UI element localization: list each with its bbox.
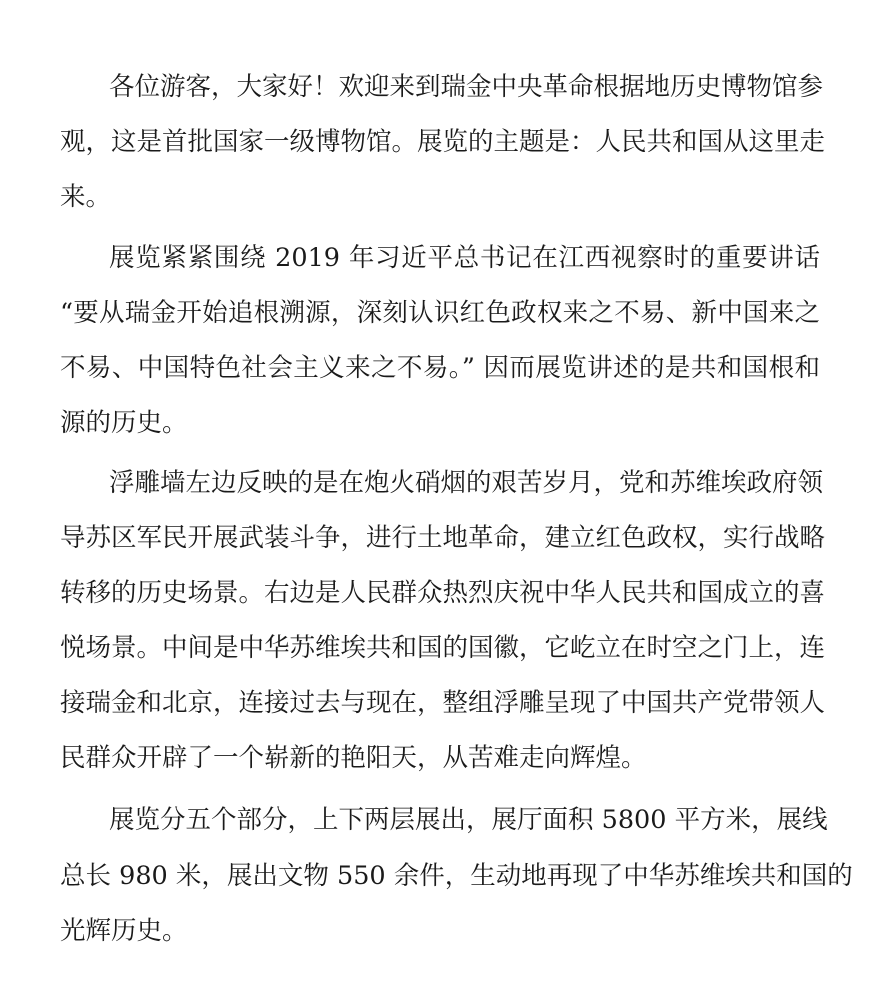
paragraph-2-line-1: 展览紧紧围绕 2019 年习近平总书记在江西视察时的重要讲话 (109, 243, 820, 273)
paragraph-4-line-1: 展览分五个部分，上下两层展出，展厅面积 5800 平方米，展线 (109, 805, 828, 835)
paragraph-3-line-3: 转移的历史场景。右边是人民群众热烈庆祝中华人民共和国成立的喜 (60, 578, 826, 608)
paragraph-3-line-6: 民群众开辟了一个崭新的艳阳天，从苦难走向辉煌。 (60, 743, 647, 773)
paragraph-4-line-3: 光辉历史。 (60, 916, 188, 946)
paragraph-3-line-5: 接瑞金和北京，连接过去与现在，整组浮雕呈现了中国共产党带领人 (60, 688, 826, 718)
paragraph-4-line-2: 总长 980 米，展出文物 550 余件，生动地再现了中华苏维埃共和国的 (60, 861, 853, 891)
paragraph-2-line-4: 源的历史。 (60, 408, 188, 438)
paragraph-2-line-3: 不易、中国特色社会主义来之不易。” 因而展览讲述的是共和国根和 (60, 353, 820, 383)
paragraph-3-line-1: 浮雕墙左边反映的是在炮火硝烟的艰苦岁月，党和苏维埃政府领 (109, 468, 824, 498)
paragraph-2-line-2: “要从瑞金开始追根溯源，深刻认识红色政权来之不易、新中国来之 (60, 298, 820, 328)
paragraph-1-line-2: 观，这是首批国家一级博物馆。展览的主题是：人民共和国从这里走 (60, 127, 826, 157)
paragraph-1-line-1: 各位游客，大家好！欢迎来到瑞金中央革命根据地历史博物馆参 (109, 72, 824, 102)
paragraph-1-line-3: 来。 (60, 182, 112, 212)
paragraph-3-line-2: 导苏区军民开展武装斗争，进行土地革命，建立红色政权，实行战略 (60, 523, 826, 553)
paragraph-3-line-4: 悦场景。中间是中华苏维埃共和国的国徽，它屹立在时空之门上，连 (60, 633, 826, 663)
